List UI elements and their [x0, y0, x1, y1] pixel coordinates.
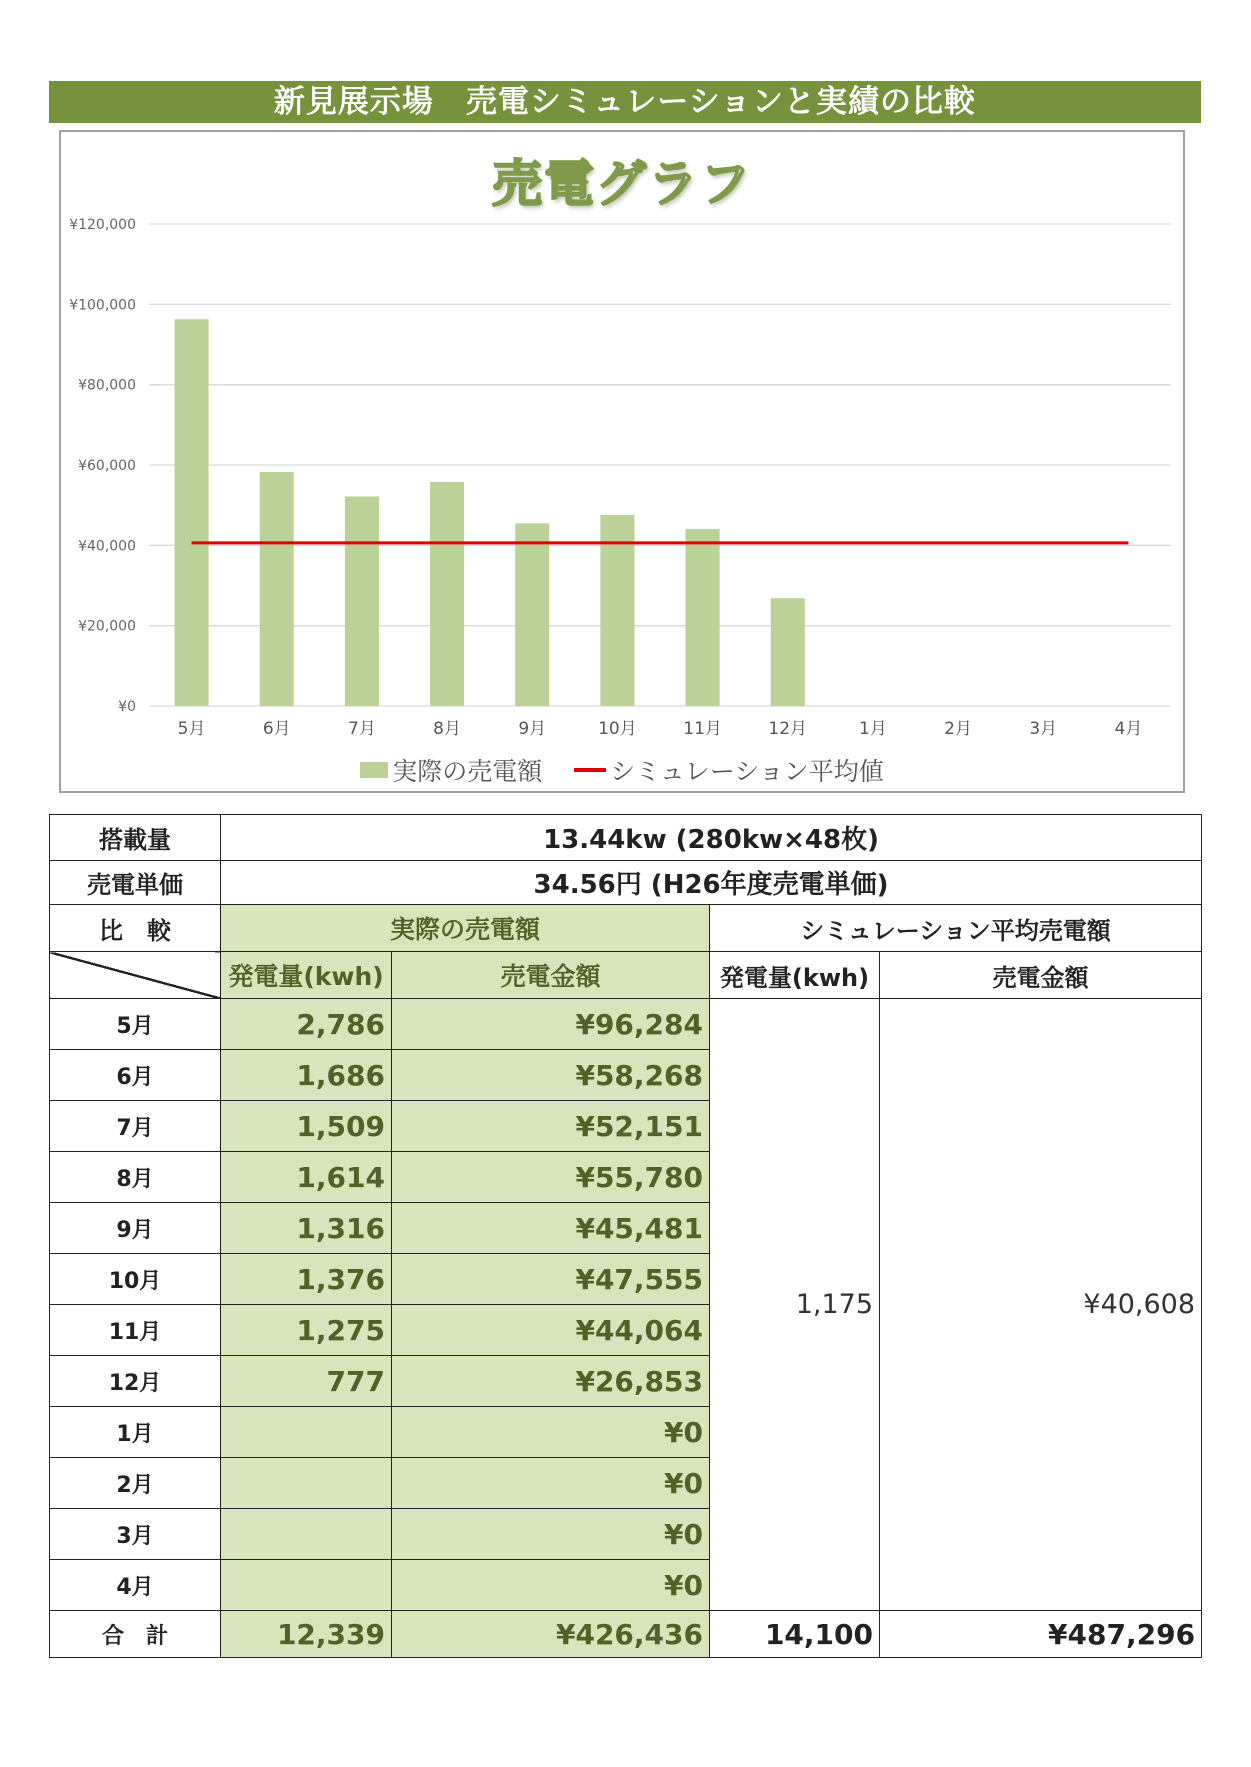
chart-legend [61, 752, 1183, 788]
month-cell: 11月 [50, 1305, 221, 1356]
spec-row [50, 861, 1202, 905]
x-tick-label: 11月 [683, 719, 722, 739]
total-actual-amount: ¥426,436 [392, 1611, 710, 1658]
month-cell: 2月 [50, 1458, 221, 1509]
actual-header: 実際の売電額 [221, 905, 710, 952]
sim-amount-header: 売電金額 [880, 952, 1202, 999]
actual-amount-cell: ¥52,151 [392, 1101, 710, 1152]
bar-chart [61, 132, 1183, 791]
month-cell: 12月 [50, 1356, 221, 1407]
legend-item-simulation [574, 752, 884, 788]
simulation-header: シミュレーション平均売電額 [710, 905, 1202, 952]
actual-kwh-cell: 1,509 [221, 1101, 392, 1152]
sim-kwh-header: 発電量(kwh) [710, 952, 880, 999]
x-tick-label: 1月 [859, 719, 887, 739]
actual-amount-cell: ¥0 [392, 1560, 710, 1611]
month-cell: 7月 [50, 1101, 221, 1152]
chart-title: 売電グラフ [492, 155, 752, 213]
y-tick-label: ¥40,000 [78, 538, 136, 555]
diagonal-corner-cell [50, 952, 221, 999]
x-tick-label: 12月 [768, 719, 808, 739]
spec-value: 13.44kw (280kw×48枚) [221, 815, 1202, 861]
bar [175, 319, 209, 706]
x-tick-label: 3月 [1029, 719, 1058, 739]
month-cell: 3月 [50, 1509, 221, 1560]
x-tick-label: 4月 [1114, 719, 1143, 739]
legend-label-actual: 実際の売電額 [392, 757, 543, 786]
chart-panel [59, 130, 1185, 793]
compare-label: 比 較 [50, 905, 221, 952]
actual-kwh-cell [221, 1407, 392, 1458]
y-tick-label: ¥60,000 [78, 458, 136, 474]
actual-amount-cell: ¥0 [392, 1458, 710, 1509]
legend-swatch-bar [360, 762, 388, 778]
actual-kwh-cell: 2,786 [221, 999, 392, 1050]
month-cell: 9月 [50, 1203, 221, 1254]
actual-amount-cell: ¥96,284 [392, 999, 710, 1050]
actual-amount-cell: ¥0 [392, 1509, 710, 1560]
actual-amount-header: 売電金額 [392, 952, 710, 999]
bar [260, 472, 294, 706]
spec-label: 売電単価 [50, 861, 221, 905]
sim-amount-cell: ¥40,608 [880, 999, 1202, 1611]
month-cell: 8月 [50, 1152, 221, 1203]
actual-amount-cell: ¥55,780 [392, 1152, 710, 1203]
actual-kwh-cell [221, 1458, 392, 1509]
x-tick-label: 9月 [518, 719, 547, 739]
table-row [50, 999, 1202, 1050]
x-tick-label: 6月 [262, 719, 291, 739]
bar [515, 523, 549, 706]
legend-swatch-line [574, 768, 606, 772]
x-tick-label: 7月 [348, 719, 376, 739]
y-tick-label: ¥120,000 [69, 217, 136, 233]
bar [686, 529, 720, 706]
y-tick-label: ¥100,000 [69, 297, 136, 314]
actual-amount-cell: ¥58,268 [392, 1050, 710, 1101]
comparison-table [49, 814, 1202, 1658]
bar [345, 497, 379, 706]
column-header-row [50, 952, 1202, 999]
actual-kwh-cell: 1,275 [221, 1305, 392, 1356]
total-sim-amount: ¥487,296 [880, 1611, 1202, 1658]
y-tick-label: ¥0 [118, 699, 136, 715]
x-tick-label: 8月 [433, 719, 461, 739]
sim-kwh-cell: 1,175 [710, 999, 880, 1611]
x-tick-label: 5月 [177, 719, 206, 739]
actual-kwh-cell [221, 1560, 392, 1611]
actual-kwh-cell: 1,614 [221, 1152, 392, 1203]
page-title: 新見展示場 売電シミュレーションと実績の比較 [49, 81, 1201, 123]
y-tick-label: ¥20,000 [78, 618, 136, 635]
legend-label-simulation: シミュレーション平均値 [610, 757, 884, 786]
x-tick-label: 10月 [598, 719, 637, 739]
spec-row [50, 815, 1202, 861]
actual-amount-cell: ¥45,481 [392, 1203, 710, 1254]
actual-amount-cell: ¥44,064 [392, 1305, 710, 1356]
actual-kwh-header: 発電量(kwh) [221, 952, 392, 999]
y-tick-label: ¥80,000 [78, 377, 136, 394]
actual-kwh-cell: 1,686 [221, 1050, 392, 1101]
spec-value: 34.56円 (H26年度売電単価) [221, 861, 1202, 905]
x-tick-label: 2月 [944, 719, 972, 739]
bar [771, 598, 805, 706]
month-cell: 4月 [50, 1560, 221, 1611]
actual-amount-cell: ¥26,853 [392, 1356, 710, 1407]
month-cell: 10月 [50, 1254, 221, 1305]
month-cell: 5月 [50, 999, 221, 1050]
total-actual-kwh: 12,339 [221, 1611, 392, 1658]
total-label: 合 計 [50, 1611, 221, 1658]
legend-item-actual [360, 752, 542, 788]
bar [430, 482, 464, 706]
month-cell: 6月 [50, 1050, 221, 1101]
actual-amount-cell: ¥47,555 [392, 1254, 710, 1305]
group-header-row [50, 905, 1202, 952]
total-sim-kwh: 14,100 [710, 1611, 880, 1658]
actual-kwh-cell: 777 [221, 1356, 392, 1407]
spec-label: 搭載量 [50, 815, 221, 861]
actual-kwh-cell: 1,376 [221, 1254, 392, 1305]
month-cell: 1月 [50, 1407, 221, 1458]
total-row [50, 1611, 1202, 1658]
actual-kwh-cell [221, 1509, 392, 1560]
actual-amount-cell: ¥0 [392, 1407, 710, 1458]
actual-kwh-cell: 1,316 [221, 1203, 392, 1254]
